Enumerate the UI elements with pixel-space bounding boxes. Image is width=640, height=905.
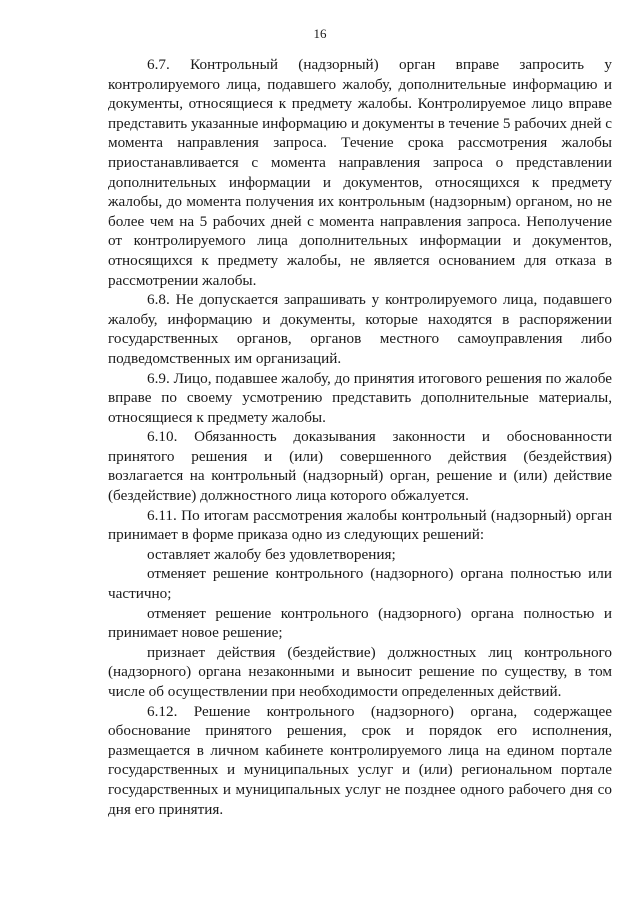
page-number: 16: [313, 26, 327, 41]
decision-item-2: отменяет решение контрольного (надзорного) органа полностью или частично;: [108, 565, 612, 603]
paragraph-6-7: 6.7. Контрольный (надзорный) орган вправе запросить у контролируемого лица, подавшего жалобу, дополнительные информацию и документы, относящиеся к предмету жалобы. Контролируемое лицо вправе представить указанные информацию и документы в течение 5 рабочих дней с момента направления запроса. Течение срока рассмотрения жалобы приостанавливается с момента направления запроса о представлении дополнительных информации и документов, относящихся к предмету жалобы, до момента получения их контрольным (надзорным) органом, но не более чем на 5 рабочих дней с момента направления запроса. Неполучение от контролируемого лица дополнительных информации и документов, относящихся к предмету жалобы, не является основанием для отказа в рассмотрении жалобы.: [108, 56, 613, 289]
paragraph-6-8: 6.8. Не допускается запрашивать у контролируемого лица, подавшего жалобу, информацию и документы, которые находятся в распоряжении государственных органов, органов местного самоуправления либо подведомственных им организаций.: [108, 291, 612, 367]
decision-item-4: признает действия (бездействие) должностных лиц контрольного (надзорного) органа незаконными и выносит решение по существу, в том числе об осуществлении при необходимости определенных действий.: [108, 643, 612, 700]
decision-item-3: отменяет решение контрольного (надзорного) органа полностью и принимает новое решение;: [108, 604, 612, 642]
paragraph-6-9: 6.9. Лицо, подавшее жалобу, до принятия итогового решения по жалобе вправе по своему усмотрению представить дополнительные материалы, относящиеся к предмету жалобы.: [108, 369, 612, 426]
paragraph-6-12: 6.12. Решение контрольного (надзорного) органа, содержащее обоснование принятого решения, срок и порядок его исполнения, размещается в личном кабинете контролируемого лица на едином портале государственных и муниципальных услуг и (или) региональном портале государственных и муниципальных услуг не позднее одного рабочего дня со дня его принятия.: [108, 702, 612, 818]
document-body: [108, 55, 612, 819]
decision-item-1: оставляет жалобу без удовлетворения;: [147, 545, 396, 563]
paragraph-6-10: 6.10. Обязанность доказывания законности и обоснованности принятого решения и (или) совершенного действия (бездействия) возлагается на контрольный (надзорный) орган, решение и (или) действие (бездействие) должностного лица которого обжалуется.: [108, 428, 612, 505]
paragraph-6-11: 6.11. По итогам рассмотрения жалобы контрольный (надзорный) орган принимает в форме приказа одно из следующих решений:: [108, 506, 612, 544]
